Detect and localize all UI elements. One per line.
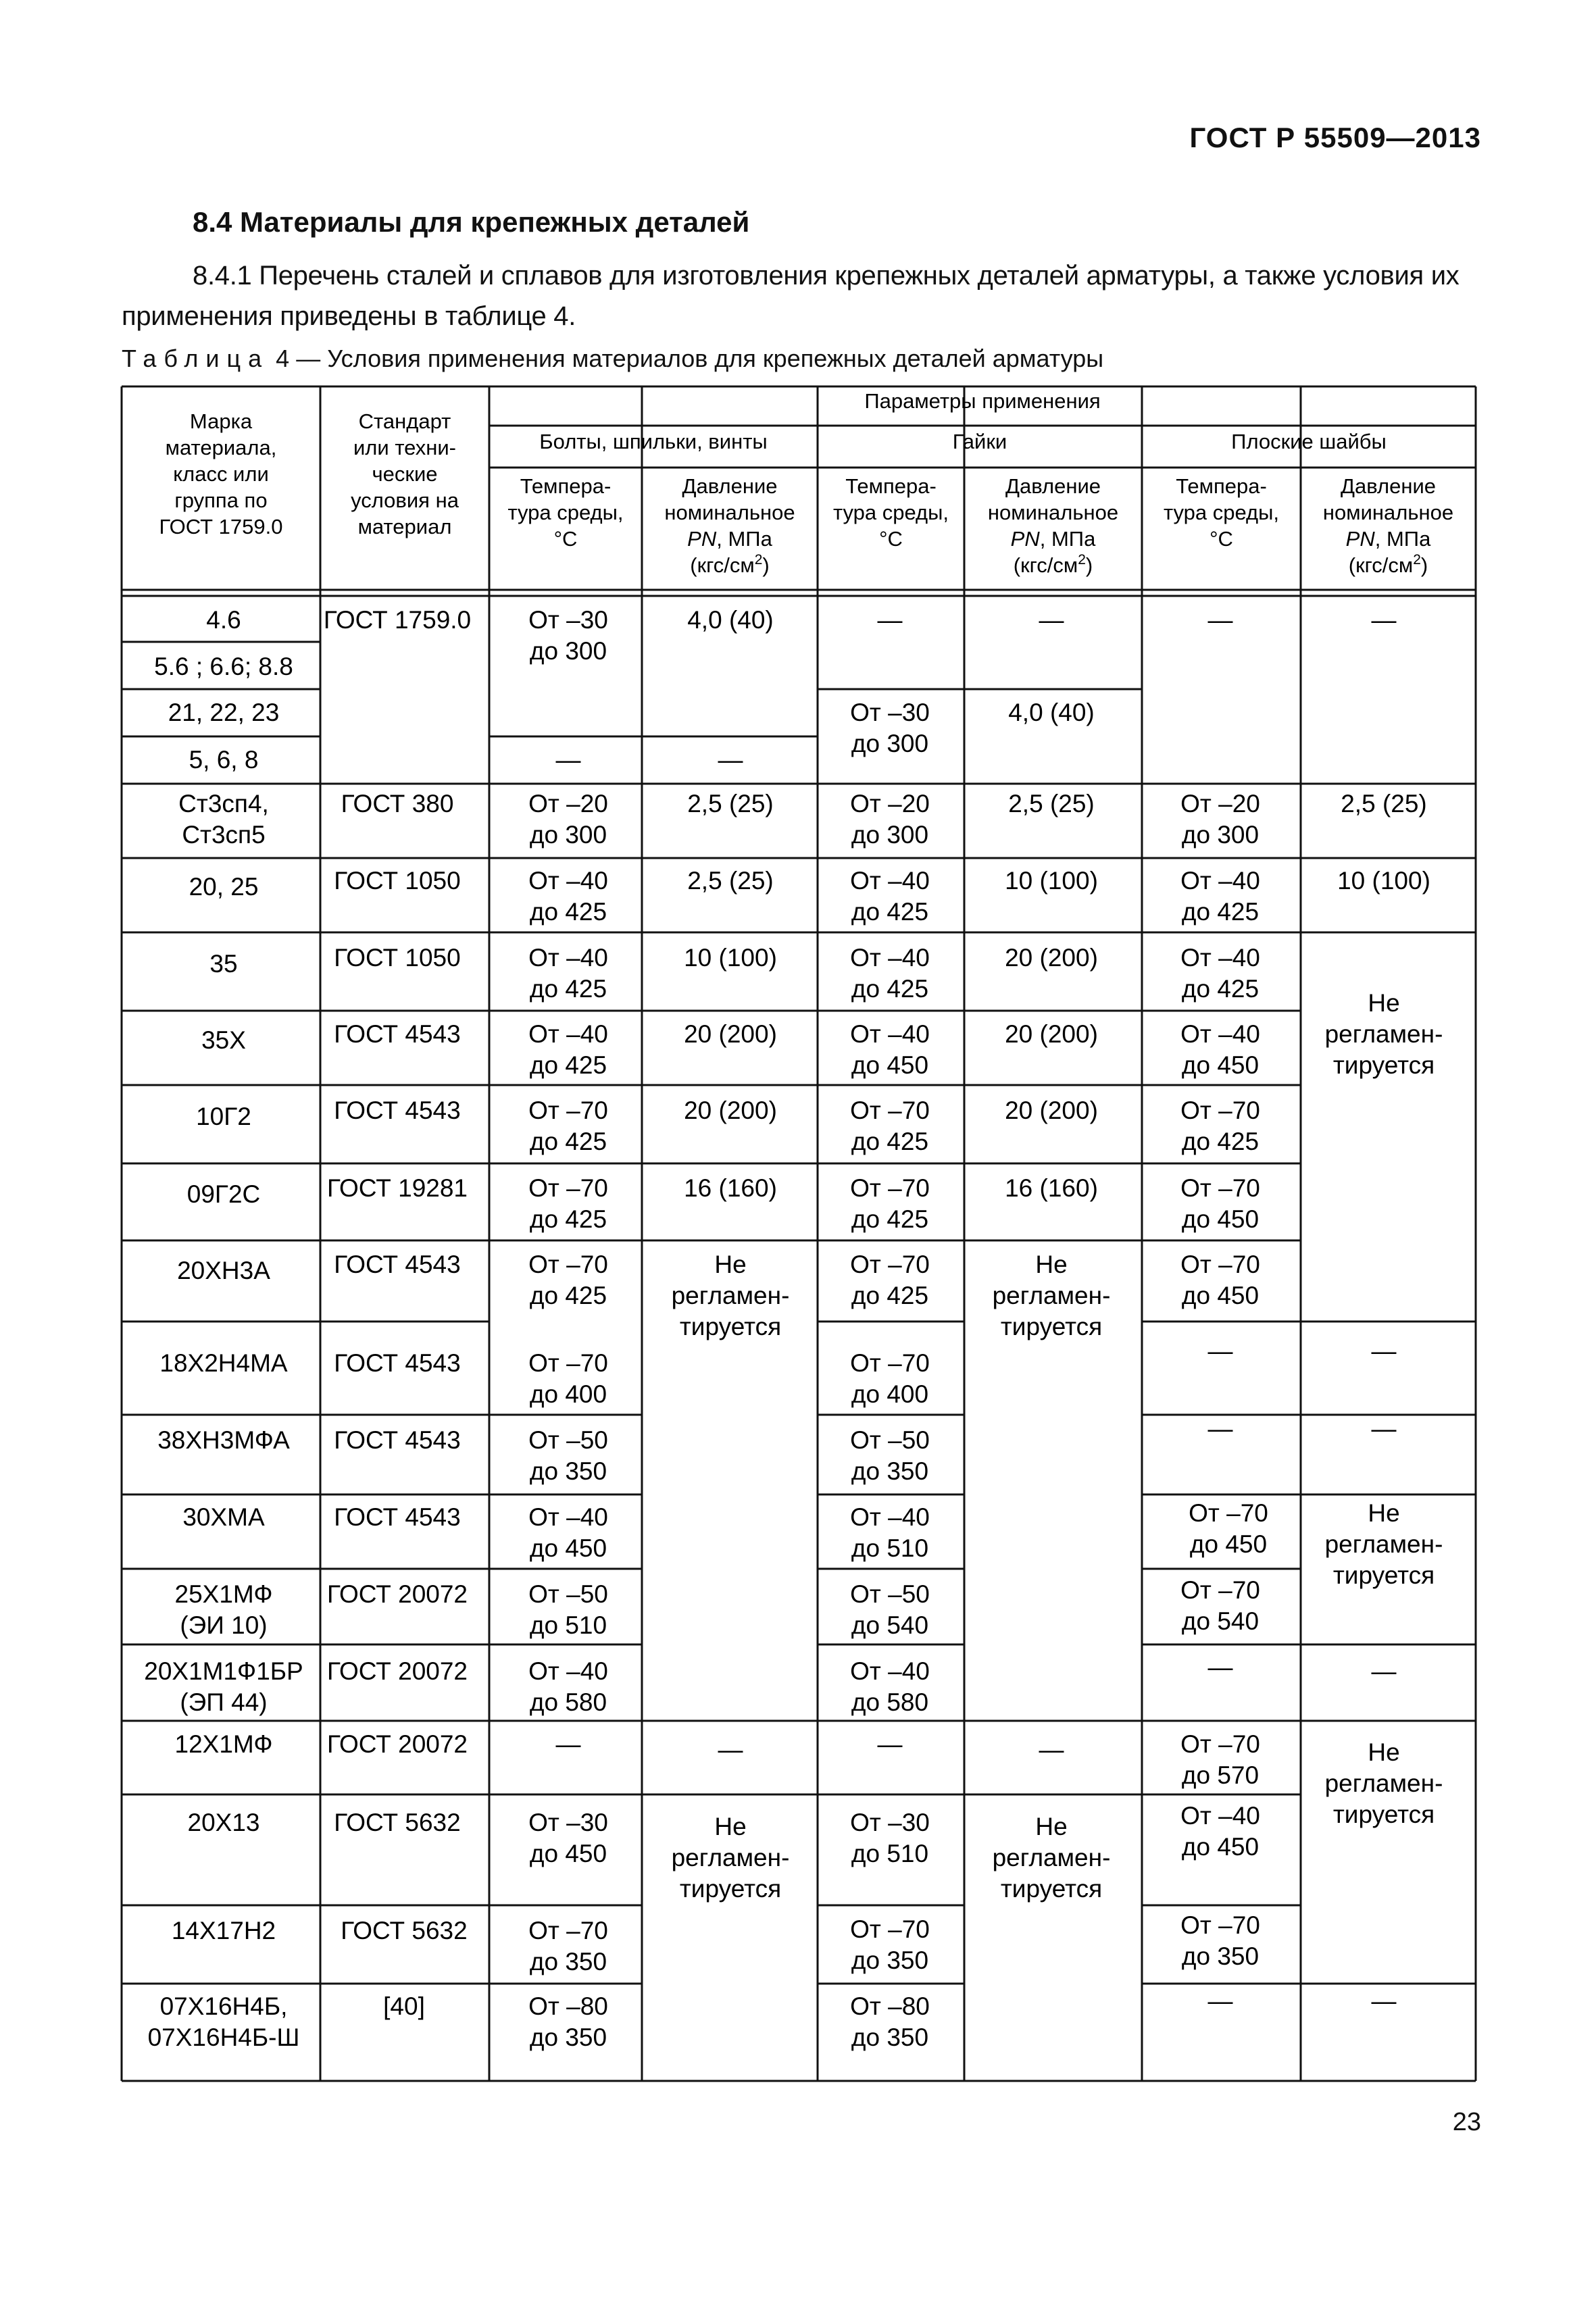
table-cell: 20 (200) xyxy=(1005,944,1098,972)
table-cell: 4,0 (40) xyxy=(687,606,774,634)
table-cell: до 580 xyxy=(851,1688,929,1716)
header-standard: условия на xyxy=(351,488,459,512)
table-cell: 10 (100) xyxy=(684,944,777,972)
table-cell: 20Х1М1Ф1БР xyxy=(144,1657,303,1685)
table-cell: до 400 xyxy=(851,1380,929,1408)
header-grade: группа по xyxy=(174,488,268,512)
header-group: Плоские шайбы xyxy=(1231,430,1387,453)
header-pressure-kgf: $(кгс/см^2)$ xyxy=(1013,552,1093,577)
table-grid xyxy=(122,386,1476,2081)
table-cell: — xyxy=(1371,606,1397,634)
table-cell: 10Г2 xyxy=(196,1103,251,1130)
table-cell: — xyxy=(1039,1736,1064,1763)
table-cell: (ЭП 44) xyxy=(180,1688,268,1716)
table-cell: тируется xyxy=(1332,1561,1435,1589)
table-cell: до 425 xyxy=(851,898,929,926)
table-text xyxy=(144,389,1453,2051)
table-cell: тируется xyxy=(679,1313,782,1340)
table-cell: ГОСТ 1050 xyxy=(334,944,461,972)
table-cell: От –70 xyxy=(1180,1911,1260,1939)
table-cell: до 450 xyxy=(1181,1051,1260,1079)
table-cell: 07Х16Н4Б-Ш xyxy=(147,2023,300,2051)
table-cell: ГОСТ 4543 xyxy=(334,1020,461,1048)
header-temp: Темпера- xyxy=(845,474,937,498)
table-cell: От –70 xyxy=(850,1174,930,1202)
header-temp: °С xyxy=(879,527,903,551)
table-cell: От –50 xyxy=(850,1580,930,1608)
table-cell: ГОСТ 5632 xyxy=(334,1809,461,1836)
table-cell: 30ХМА xyxy=(182,1503,265,1531)
table-cell: От –20 xyxy=(850,790,930,818)
table-cell: От –40 xyxy=(850,944,930,972)
table-cell: ГОСТ 19281 xyxy=(327,1174,468,1202)
table-cell: 25Х1МФ xyxy=(174,1580,273,1608)
table-cell: От –70 xyxy=(850,1349,930,1377)
table-cell: до 425 xyxy=(529,1128,607,1155)
table-cell: до 425 xyxy=(1181,975,1260,1003)
table-cell: до 450 xyxy=(851,1051,929,1079)
table-cell: — xyxy=(555,746,581,774)
table-cell: — xyxy=(1207,1337,1233,1365)
table-cell: — xyxy=(1207,1415,1233,1442)
table-cell: От –70 xyxy=(528,1349,608,1377)
table-cell: до 510 xyxy=(851,1534,929,1562)
header-pressure: Давление xyxy=(1341,474,1436,498)
table-cell: Не xyxy=(1035,1813,1068,1840)
table-cell: до 425 xyxy=(851,1128,929,1155)
table-cell: От –40 xyxy=(528,1657,608,1685)
header-grade: материала, xyxy=(165,436,277,459)
standard-number: ГОСТ Р 55509—2013 xyxy=(1189,122,1481,153)
header-params: Параметры применения xyxy=(864,389,1101,413)
caption-label: Таблица xyxy=(122,345,270,372)
table-cell: Не xyxy=(1368,1738,1400,1766)
header-group: Гайки xyxy=(952,430,1007,453)
table-cell: 2,5 (25) xyxy=(1341,790,1427,818)
table-cell: 5, 6, 8 xyxy=(189,746,259,774)
table-cell: От –40 xyxy=(850,1020,930,1048)
table-cell: От –50 xyxy=(850,1426,930,1454)
table-cell: От –70 xyxy=(850,1097,930,1124)
table-cell: 18Х2Н4МА xyxy=(159,1349,288,1377)
table-cell: (ЭИ 10) xyxy=(180,1611,268,1639)
table-cell: ГОСТ 1050 xyxy=(334,867,461,895)
table-cell: до 400 xyxy=(529,1380,607,1408)
table-cell: 14Х17Н2 xyxy=(171,1917,276,1944)
table-cell: ГОСТ 20072 xyxy=(327,1580,468,1608)
table-cell: ГОСТ 1759.0 xyxy=(323,606,472,634)
header-grade: класс или xyxy=(173,462,269,486)
table-cell: — xyxy=(555,1730,581,1758)
table-cell: — xyxy=(1039,606,1064,634)
table-cell: — xyxy=(1371,1657,1397,1685)
header-pressure: Давление xyxy=(1005,474,1101,498)
header-standard: материал xyxy=(357,515,452,538)
table-cell: Не xyxy=(1368,1499,1400,1527)
table-cell: регламен- xyxy=(1324,1020,1443,1048)
table-cell: до 540 xyxy=(851,1611,929,1639)
table-cell: Не xyxy=(714,1813,747,1840)
table-cell: 20 (200) xyxy=(1005,1097,1098,1124)
table-cell: — xyxy=(718,1736,743,1763)
table-cell: 20 (200) xyxy=(1005,1020,1098,1048)
table-cell: [40] xyxy=(383,1992,425,2020)
table-cell: ГОСТ 4543 xyxy=(334,1251,461,1278)
table-cell: От –30 xyxy=(528,1809,608,1836)
table-cell: до 450 xyxy=(1181,1205,1260,1233)
table-cell: 10 (100) xyxy=(1005,867,1098,895)
header-group: Болты, шпильки, винты xyxy=(539,430,768,453)
header-temp: тура среды, xyxy=(507,501,624,524)
table-cell: до 425 xyxy=(851,1282,929,1309)
table-cell: От –40 xyxy=(528,944,608,972)
table-cell: От –50 xyxy=(528,1426,608,1454)
table-cell: до 450 xyxy=(529,1534,607,1562)
table-cell: 12Х1МФ xyxy=(174,1730,273,1758)
table-cell: От –70 xyxy=(1180,1576,1260,1604)
table-cell: до 425 xyxy=(851,1205,929,1233)
table-cell: От –70 xyxy=(1180,1251,1260,1278)
table-cell: — xyxy=(1371,1337,1397,1365)
table-cell: ГОСТ 4543 xyxy=(334,1349,461,1377)
table-cell: От –70 xyxy=(1180,1097,1260,1124)
table-cell: регламен- xyxy=(671,1282,790,1309)
table-cell: От –40 xyxy=(528,1503,608,1531)
table-cell: до 300 xyxy=(529,637,607,665)
header-temp: °С xyxy=(1210,527,1233,551)
table-cell: 5.6 ; 6.6; 8.8 xyxy=(154,653,293,680)
table-cell: до 450 xyxy=(1181,1282,1260,1309)
header-pressure: Давление xyxy=(682,474,778,498)
table-cell: От –70 xyxy=(528,1174,608,1202)
table-cell: ГОСТ 4543 xyxy=(334,1426,461,1454)
header-pressure-kgf: $(кгс/см^2)$ xyxy=(690,552,770,577)
table-cell: 20ХН3А xyxy=(177,1257,270,1284)
table-cell: 35Х xyxy=(201,1026,246,1054)
table-cell: 20, 25 xyxy=(189,873,259,901)
table-cell: От –70 xyxy=(850,1915,930,1943)
table-cell: до 580 xyxy=(529,1688,607,1716)
table-cell: до 300 xyxy=(851,730,929,757)
table-cell: 20Х13 xyxy=(187,1809,260,1836)
header-temp: °С xyxy=(553,527,578,551)
table-cell: 38ХН3МФА xyxy=(157,1426,290,1454)
table-cell: 07Х16Н4Б, xyxy=(159,1992,288,2020)
table-cell: регламен- xyxy=(992,1282,1111,1309)
table-cell: От –40 xyxy=(1180,944,1260,972)
header-pressure: номинальное xyxy=(1322,501,1454,524)
table-cell: тируется xyxy=(1000,1313,1103,1340)
table-cell: ГОСТ 5632 xyxy=(341,1917,468,1944)
header-pressure: номинальное xyxy=(664,501,795,524)
table-cell: Не xyxy=(714,1251,747,1278)
table-cell: тируется xyxy=(679,1875,782,1903)
table-cell: От –50 xyxy=(528,1580,608,1608)
table-cell: до 570 xyxy=(1181,1761,1260,1789)
table-cell: ГОСТ 20072 xyxy=(327,1657,468,1685)
table-cell: 16 (160) xyxy=(1005,1174,1098,1202)
table-cell: до 540 xyxy=(1181,1607,1260,1635)
table-cell: до 425 xyxy=(529,1282,607,1309)
table-cell: до 450 xyxy=(1181,1833,1260,1861)
table-cell: Ст3сп5 xyxy=(182,821,266,849)
section-paragraph: 8.4.1 Перечень сталей и сплавов для изготовления крепежных деталей арматуры, а также условия их применения приведены в таблице 4. xyxy=(122,261,1460,331)
header-grade: Марка xyxy=(189,409,253,433)
table-cell: до 450 xyxy=(529,1840,607,1867)
table-cell: От –30 xyxy=(528,606,608,634)
table-cell: От –40 xyxy=(528,867,608,895)
table-cell: тируется xyxy=(1332,1051,1435,1079)
table-cell: 10 (100) xyxy=(1337,867,1430,895)
table-cell: 4.6 xyxy=(206,606,241,634)
header-standard: или техни- xyxy=(353,436,457,459)
header-pressure-unit: PN, МПа xyxy=(687,527,772,551)
caption-number: 4 xyxy=(276,345,290,372)
table-cell: до 425 xyxy=(1181,898,1260,926)
table-cell: регламен- xyxy=(1324,1769,1443,1797)
table-cell: — xyxy=(1207,606,1233,634)
table-cell: до 450 xyxy=(1189,1530,1268,1558)
table-cell: 20 (200) xyxy=(684,1020,777,1048)
table-cell: От –70 xyxy=(528,1251,608,1278)
table-cell: ГОСТ 4543 xyxy=(334,1503,461,1531)
table-cell: до 425 xyxy=(851,975,929,1003)
table-cell: От –80 xyxy=(850,1992,930,2020)
table-cell: Не xyxy=(1368,989,1400,1017)
table-cell: От –20 xyxy=(1180,790,1260,818)
header-temp: Темпера- xyxy=(1176,474,1267,498)
header-pressure-unit: PN, МПа xyxy=(1010,527,1096,551)
table-cell: регламен- xyxy=(671,1844,790,1871)
header-pressure-unit: PN, МПа xyxy=(1345,527,1431,551)
table-cell: От –40 xyxy=(850,867,930,895)
table-cell: 4,0 (40) xyxy=(1008,699,1095,726)
table-cell: до 425 xyxy=(529,1051,607,1079)
table-cell: От –70 xyxy=(528,1097,608,1124)
table-cell: — xyxy=(877,1730,903,1758)
table-cell: до 425 xyxy=(1181,1128,1260,1155)
table-cell: 2,5 (25) xyxy=(1008,790,1095,818)
table-cell: Ст3сп4, xyxy=(178,790,269,818)
header-temp: тура среды, xyxy=(1163,501,1280,524)
table-cell: 09Г2С xyxy=(186,1180,261,1208)
table-cell: — xyxy=(1207,1653,1233,1681)
table-cell: От –70 xyxy=(528,1917,608,1944)
header-temp: тура среды, xyxy=(832,501,949,524)
table-cell: тируется xyxy=(1332,1801,1435,1828)
table-cell: до 300 xyxy=(851,821,929,849)
table-cell: ГОСТ 4543 xyxy=(334,1097,461,1124)
table-cell: до 350 xyxy=(529,2023,607,2051)
table-cell: От –70 xyxy=(1180,1730,1260,1758)
table-cell: до 510 xyxy=(529,1611,607,1639)
header-grade: ГОСТ 1759.0 xyxy=(159,515,283,538)
table-cell: От –30 xyxy=(850,699,930,726)
table-cell: — xyxy=(877,606,903,634)
table-cell: ГОСТ 20072 xyxy=(327,1730,468,1758)
table-cell: От –40 xyxy=(850,1657,930,1685)
table-cell: От –70 xyxy=(1189,1499,1268,1527)
table-cell: 16 (160) xyxy=(684,1174,777,1202)
header-pressure-kgf: $(кгс/см^2)$ xyxy=(1348,552,1428,577)
table-cell: до 425 xyxy=(529,1205,607,1233)
header-temp: Темпера- xyxy=(520,474,612,498)
table-cell: до 425 xyxy=(529,898,607,926)
table-cell: тируется xyxy=(1000,1875,1103,1903)
table-cell: до 350 xyxy=(529,1457,607,1485)
table-cell: От –40 xyxy=(1180,1802,1260,1830)
table-cell: От –40 xyxy=(850,1503,930,1531)
table-cell: регламен- xyxy=(992,1844,1111,1871)
table-cell: — xyxy=(718,746,743,774)
table-cell: до 425 xyxy=(529,975,607,1003)
table-cell: 20 (200) xyxy=(684,1097,777,1124)
page-number: 23 xyxy=(1452,2108,1481,2136)
header-standard: Стандарт xyxy=(358,409,451,433)
table-cell: 21, 22, 23 xyxy=(168,699,280,726)
table-cell: — xyxy=(1371,1987,1397,2015)
table-cell: 2,5 (25) xyxy=(687,867,774,895)
table-cell: до 350 xyxy=(851,1946,929,1974)
table-cell: ГОСТ 380 xyxy=(341,790,454,818)
table-cell: Не xyxy=(1035,1251,1068,1278)
table-cell: От –40 xyxy=(1180,1020,1260,1048)
table-cell: 2,5 (25) xyxy=(687,790,774,818)
header-standard: ческие xyxy=(372,462,438,486)
table-cell: — xyxy=(1371,1415,1397,1442)
table-cell: до 300 xyxy=(1181,821,1260,849)
table-cell: От –70 xyxy=(1180,1174,1260,1202)
table-cell: 35 xyxy=(209,950,238,978)
section-title: 8.4 Материалы для крепежных деталей xyxy=(193,206,750,238)
table-cell: От –40 xyxy=(1180,867,1260,895)
table-cell: до 350 xyxy=(1181,1942,1260,1970)
table-cell: От –30 xyxy=(850,1809,930,1836)
table-cell: до 350 xyxy=(851,1457,929,1485)
table-cell: От –70 xyxy=(850,1251,930,1278)
header-pressure: номинальное xyxy=(987,501,1119,524)
table-cell: до 350 xyxy=(529,1948,607,1976)
table-cell: От –80 xyxy=(528,1992,608,2020)
table-cell: до 510 xyxy=(851,1840,929,1867)
table-cell: От –20 xyxy=(528,790,608,818)
table-cell: От –40 xyxy=(528,1020,608,1048)
table-cell: — xyxy=(1207,1987,1233,2015)
table-cell: до 300 xyxy=(529,821,607,849)
table-cell: до 350 xyxy=(851,2023,929,2051)
caption-text: — Условия применения материалов для крепежных деталей арматуры xyxy=(289,345,1104,372)
table-cell: регламен- xyxy=(1324,1530,1443,1558)
